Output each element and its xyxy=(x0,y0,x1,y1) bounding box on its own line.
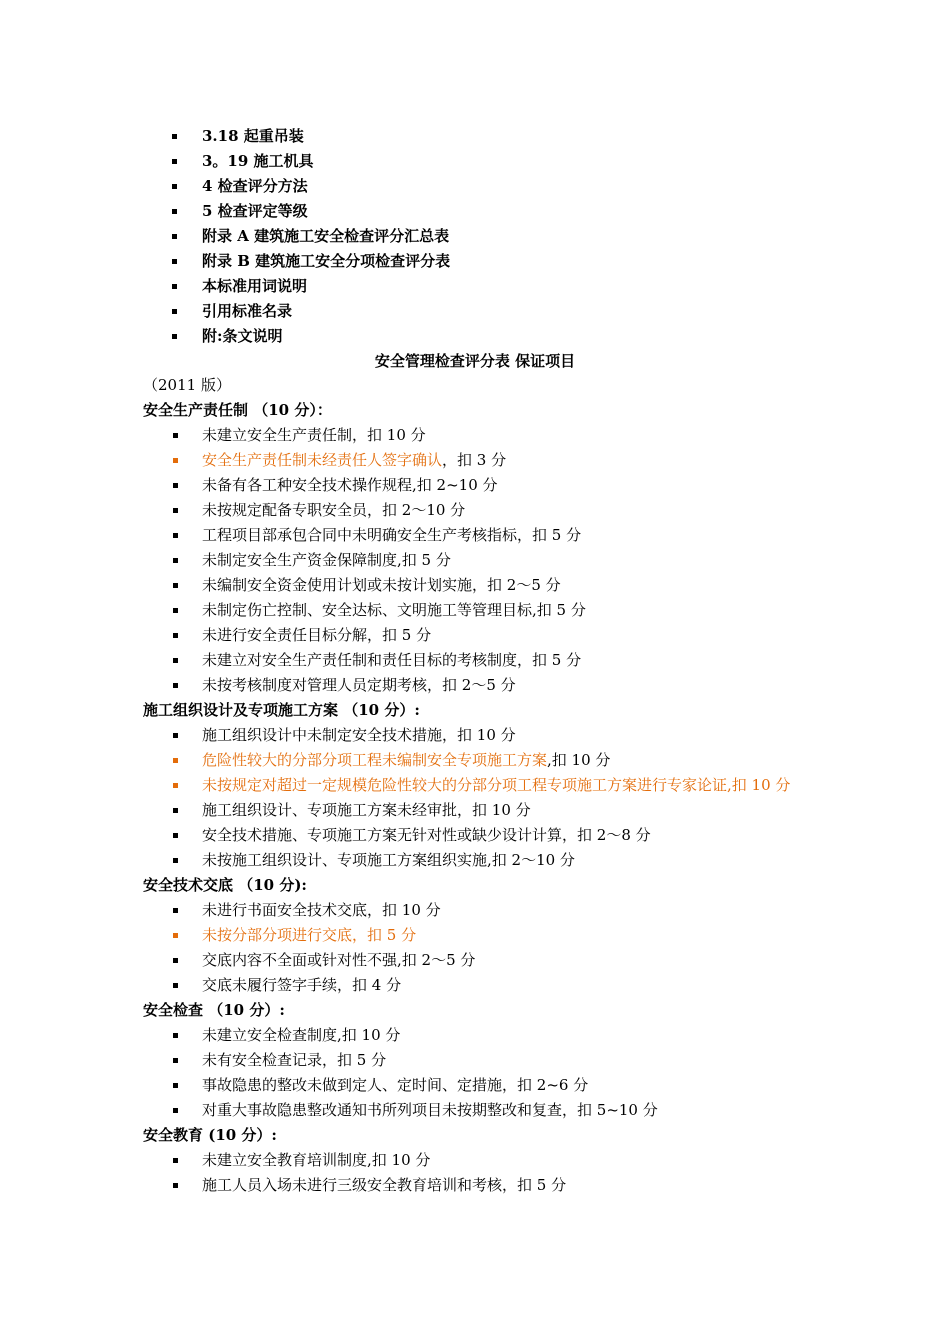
toc-item: 附录 B 建筑施工安全分项检查评分表 xyxy=(172,249,450,274)
item-text: 未按分部分项进行交底，扣 5 分 xyxy=(202,926,417,944)
bullet-icon xyxy=(173,783,178,788)
toc-item: 附录 A 建筑施工安全检查评分汇总表 xyxy=(172,224,450,249)
bullet-icon xyxy=(173,1033,178,1038)
list-item xyxy=(143,1148,823,1173)
bullet-icon xyxy=(172,334,177,339)
bullet-icon xyxy=(173,1058,178,1063)
bullet-icon xyxy=(172,159,177,164)
list-item xyxy=(143,473,823,498)
item-text: 施工组织设计、专项施工方案未经审批，扣 10 分 xyxy=(202,801,531,819)
item-text: 未制定伤亡控制、安全达标、文明施工等管理目标,扣 5 分 xyxy=(202,601,586,619)
sections-container xyxy=(143,398,823,1198)
list-item xyxy=(143,573,823,598)
bullet-icon xyxy=(173,1183,178,1188)
bullet-icon xyxy=(173,608,178,613)
section-heading: 施工组织设计及专项施工方案 （10 分）: xyxy=(143,701,420,719)
bullet-icon xyxy=(173,733,178,738)
list-item xyxy=(143,723,823,748)
bullet-icon xyxy=(173,1158,178,1163)
section-heading: 安全生产责任制 （10 分）： xyxy=(143,401,332,419)
bullet-icon xyxy=(173,958,178,963)
bullet-icon xyxy=(173,458,178,463)
list-item xyxy=(143,823,823,848)
bullet-icon xyxy=(173,908,178,913)
list-item xyxy=(143,523,823,548)
bullet-icon xyxy=(173,758,178,763)
bullet-icon xyxy=(172,309,177,314)
list-item xyxy=(143,448,823,473)
item-text: 未建立安全检查制度,扣 10 分 xyxy=(202,1026,401,1044)
item-text: 安全技术措施、专项施工方案无针对性或缺少设计计算，扣 2～8 分 xyxy=(202,826,651,844)
bullet-icon xyxy=(173,508,178,513)
item-text: 施工组织设计中未制定安全技术措施，扣 10 分 xyxy=(202,726,516,744)
item-text-tail: ，扣 3 分 xyxy=(442,451,507,469)
list-item xyxy=(143,1098,823,1123)
item-text: 事故隐患的整改未做到定人、定时间、定措施，扣 2~6 分 xyxy=(202,1076,589,1094)
item-text: 未按施工组织设计、专项施工方案组织实施,扣 2～10 分 xyxy=(202,851,575,869)
item-text: 未有安全检查记录，扣 5 分 xyxy=(202,1051,387,1069)
list-item xyxy=(143,898,823,923)
toc-item: 4 检查评分方法 xyxy=(172,174,450,199)
bullet-icon xyxy=(173,858,178,863)
toc-item: 引用标准名录 xyxy=(172,299,450,324)
section-item-list xyxy=(143,1023,823,1123)
list-item xyxy=(143,748,823,773)
table-of-contents xyxy=(172,124,450,349)
bullet-icon xyxy=(173,833,178,838)
list-item xyxy=(143,423,823,448)
list-item xyxy=(143,598,823,623)
bullet-icon xyxy=(173,808,178,813)
item-text-tail: ,扣 10 分 xyxy=(547,751,611,769)
bullet-icon xyxy=(172,259,177,264)
page-title: 安全管理检查评分表 保证项目 xyxy=(374,352,576,370)
bullet-icon xyxy=(173,633,178,638)
item-text: 未进行安全责任目标分解，扣 5 分 xyxy=(202,626,432,644)
bullet-icon xyxy=(173,1083,178,1088)
bullet-icon xyxy=(173,433,178,438)
item-text: 安全生产责任制未经责任人签字确认 xyxy=(202,451,443,469)
item-text: 未按规定配备专职安全员，扣 2～10 分 xyxy=(202,501,466,519)
bullet-icon xyxy=(173,933,178,938)
list-item xyxy=(143,973,823,998)
bullet-icon xyxy=(173,1108,178,1113)
item-text: 未进行书面安全技术交底，扣 10 分 xyxy=(202,901,441,919)
item-text: 施工人员入场未进行三级安全教育培训和考核，扣 5 分 xyxy=(202,1176,567,1194)
bullet-icon xyxy=(172,184,177,189)
section-item-list xyxy=(143,423,823,698)
toc-item: 附:条文说明 xyxy=(172,324,450,349)
section-item-list xyxy=(143,1148,823,1198)
list-item xyxy=(143,1023,823,1048)
list-item xyxy=(143,848,823,873)
list-item xyxy=(143,1048,823,1073)
section-heading: 安全检查 （10 分）: xyxy=(143,1001,285,1019)
bullet-icon xyxy=(173,533,178,538)
item-text: 对重大事故隐患整改通知书所列项目未按期整改和复查，扣 5~10 分 xyxy=(202,1101,658,1119)
item-text: 未建立安全生产责任制，扣 10 分 xyxy=(202,426,426,444)
section-item-list xyxy=(143,723,823,873)
bullet-icon xyxy=(173,658,178,663)
toc-item: 5 检查评定等级 xyxy=(172,199,450,224)
list-item xyxy=(143,773,823,798)
bullet-icon xyxy=(173,983,178,988)
list-item xyxy=(143,948,823,973)
item-text: 交底内容不全面或针对性不强,扣 2～5 分 xyxy=(202,951,476,969)
toc-item: 3。19 施工机具 xyxy=(172,149,450,174)
bullet-icon xyxy=(172,134,177,139)
item-text: 未按规定对超过一定规模危险性较大的分部分项工程专项施工方案进行专家论证,扣 10 分 xyxy=(202,776,791,794)
item-text: 危险性较大的分部分项工程未编制安全专项施工方案 xyxy=(202,751,548,769)
item-text: 未按考核制度对管理人员定期考核，扣 2～5 分 xyxy=(202,676,516,694)
bullet-icon xyxy=(173,558,178,563)
item-text: 交底未履行签字手续，扣 4 分 xyxy=(202,976,402,994)
bullet-icon xyxy=(173,583,178,588)
toc-item: 3.18 起重吊装 xyxy=(172,124,450,149)
section-heading: 安全教育 (10 分）: xyxy=(143,1126,277,1144)
list-item xyxy=(143,498,823,523)
item-text: 未备有各工种安全技术操作规程,扣 2~10 分 xyxy=(202,476,498,494)
list-item xyxy=(143,1073,823,1098)
bullet-icon xyxy=(172,284,177,289)
toc-item: 本标准用词说明 xyxy=(172,274,450,299)
item-text: 未建立安全教育培训制度,扣 10 分 xyxy=(202,1151,431,1169)
item-text: 未建立对安全生产责任制和责任目标的考核制度，扣 5 分 xyxy=(202,651,582,669)
list-item xyxy=(143,623,823,648)
list-item xyxy=(143,923,823,948)
section-heading: 安全技术交底 （10 分): xyxy=(143,876,307,894)
item-text: 工程项目部承包合同中未明确安全生产考核指标，扣 5 分 xyxy=(202,526,582,544)
list-item xyxy=(143,1173,823,1198)
list-item xyxy=(143,548,823,573)
list-item xyxy=(143,798,823,823)
bullet-icon xyxy=(172,209,177,214)
list-item xyxy=(143,673,823,698)
item-text: 未制定安全生产资金保障制度,扣 5 分 xyxy=(202,551,451,569)
bullet-icon xyxy=(173,683,178,688)
edition-label: （2011 版） xyxy=(143,376,231,394)
list-item xyxy=(143,648,823,673)
item-text: 未编制安全资金使用计划或未按计划实施，扣 2～5 分 xyxy=(202,576,561,594)
bullet-icon xyxy=(172,234,177,239)
bullet-icon xyxy=(173,483,178,488)
section-item-list xyxy=(143,898,823,998)
